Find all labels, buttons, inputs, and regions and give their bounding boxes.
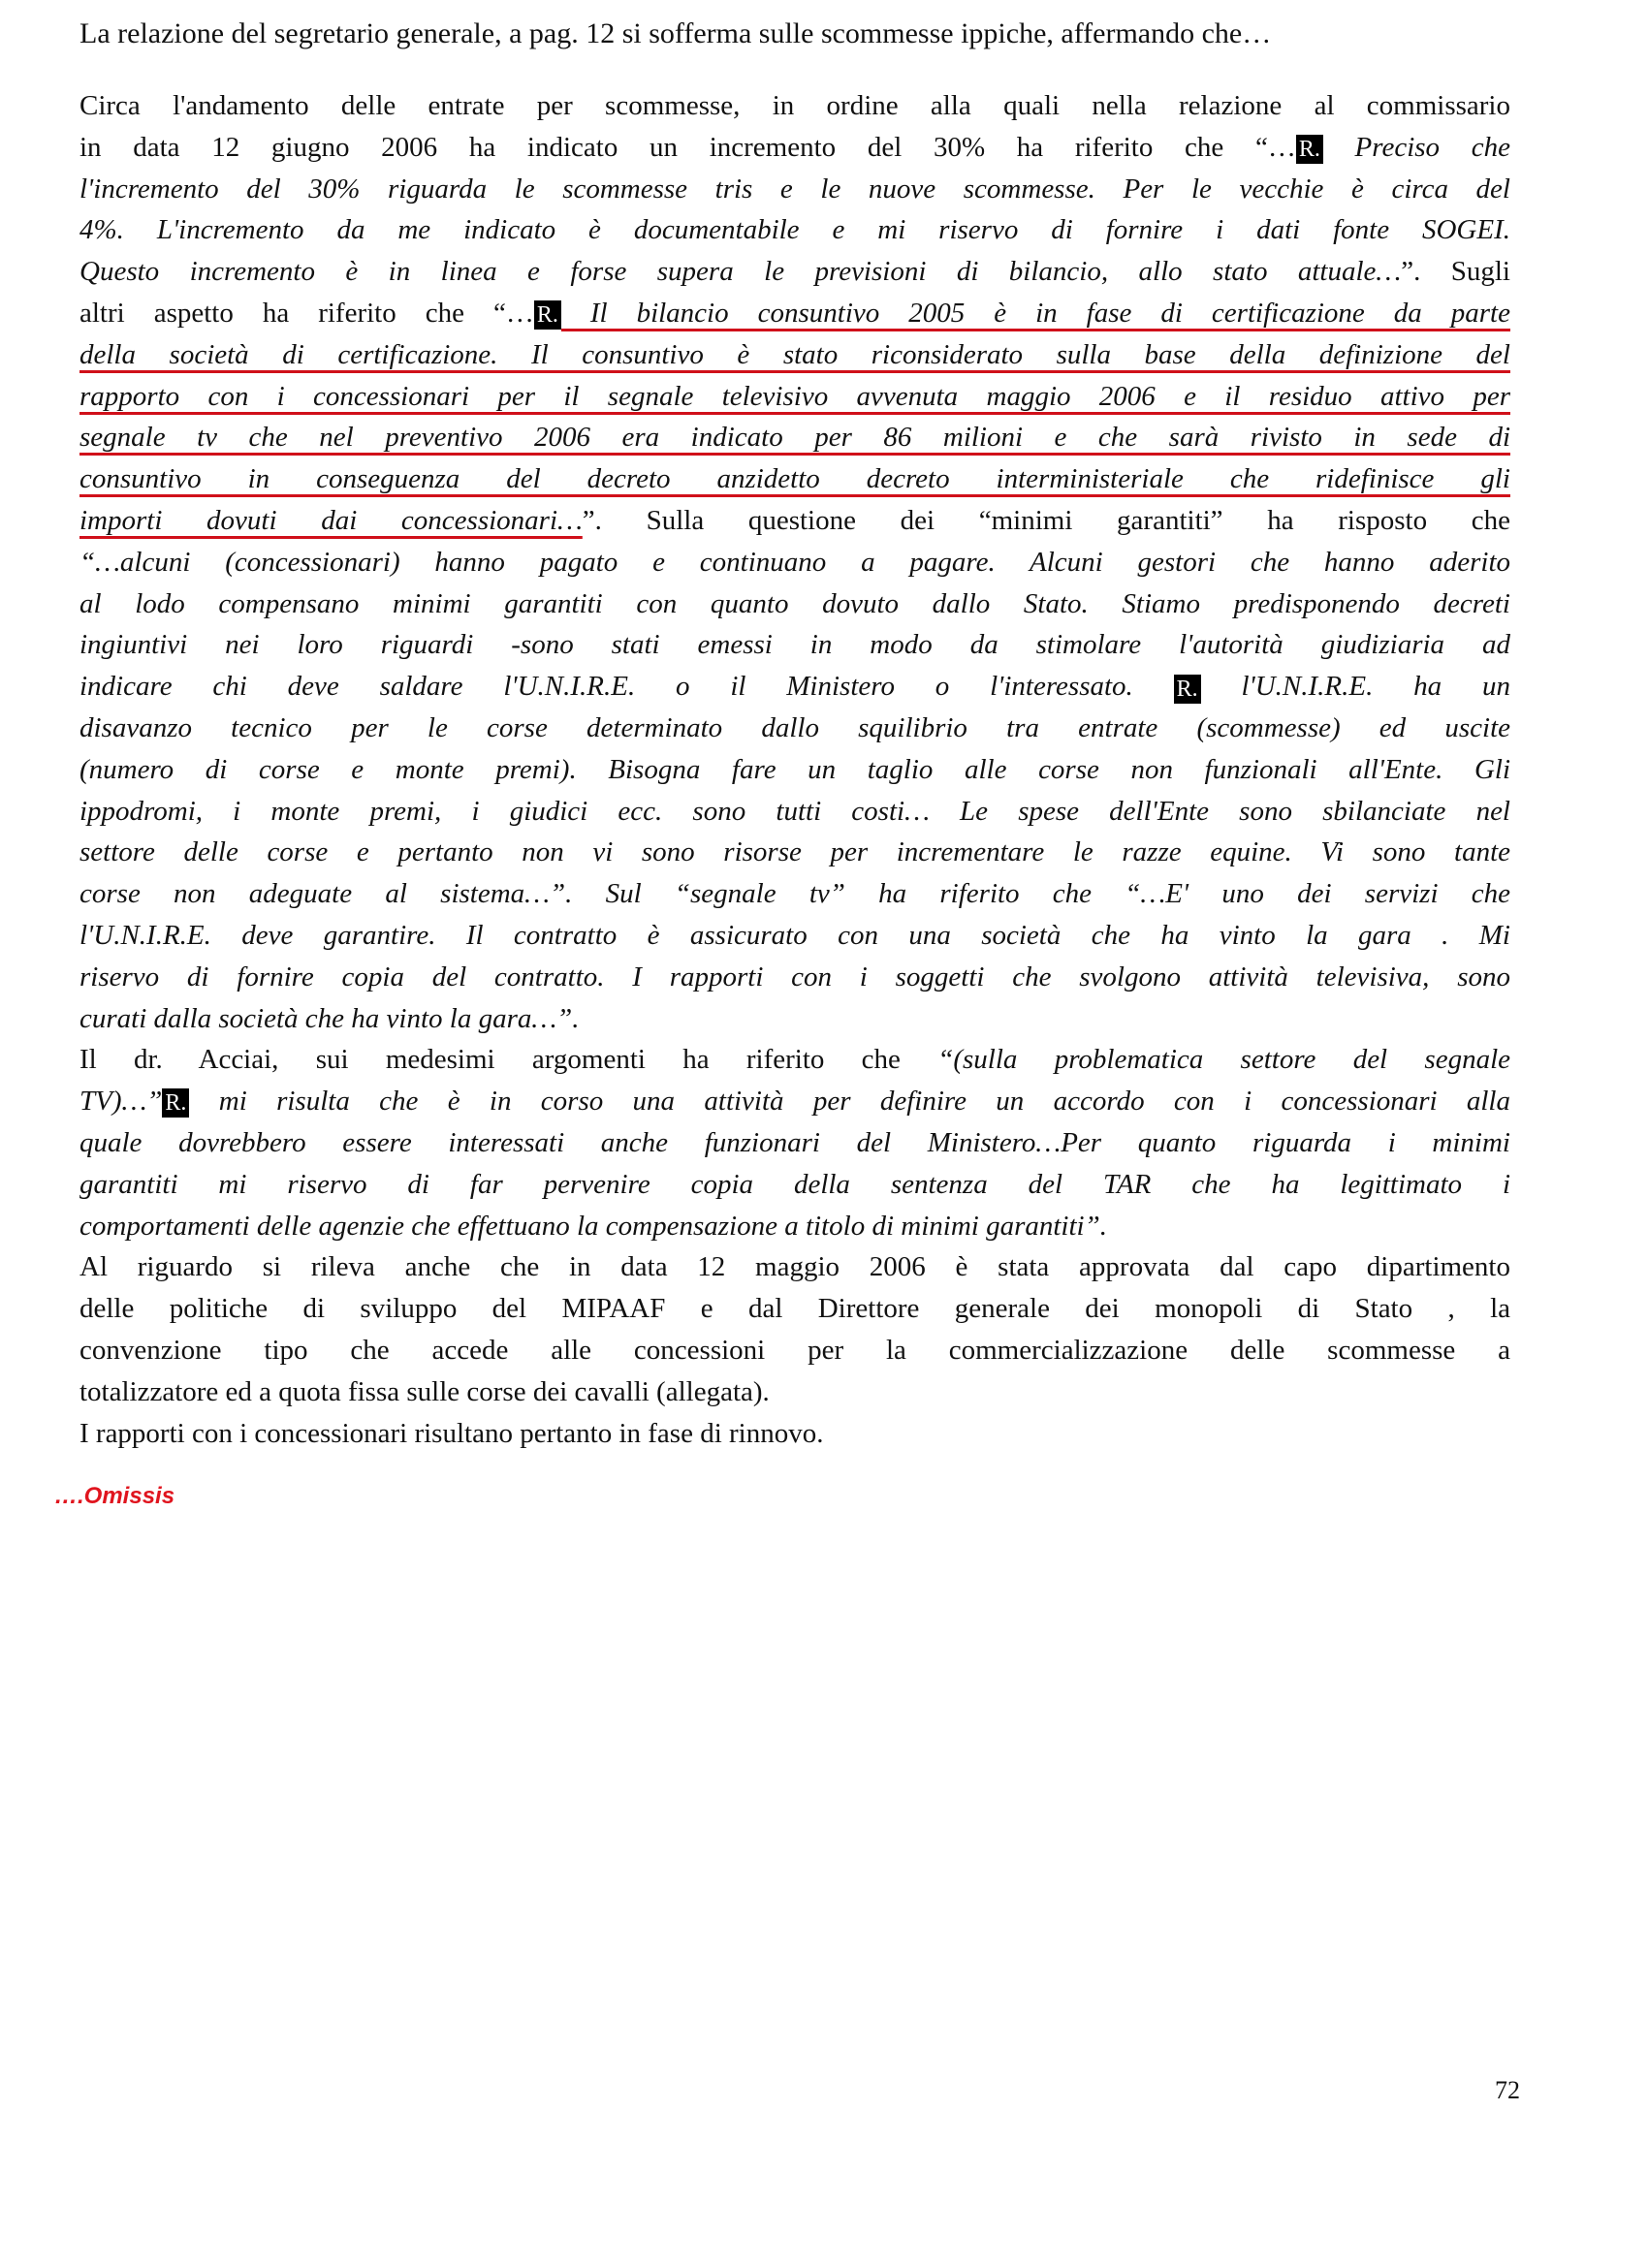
quoted-text: l'U.N.I.R.E. ha un xyxy=(1200,671,1510,703)
text-line xyxy=(79,957,1510,998)
quoted-text: mi risulta che è in corso una attività per definire un accordo con i concessionari alla xyxy=(189,1086,1510,1118)
quoted-text: riservo di fornire copia del contratto. I rapporti con i soggetti che svolgono attività televisiva, sono xyxy=(79,961,1510,992)
text-line xyxy=(79,791,1510,833)
text-line xyxy=(79,85,1510,127)
text-line xyxy=(79,666,1510,708)
underlined-quote: della società di certificazione. Il consuntivo è stato riconsiderato sulla base della definizione del xyxy=(79,338,1510,370)
underlined-quote: importi dovuti dai concessionari… xyxy=(79,504,583,536)
text-line xyxy=(79,1081,1510,1122)
omissis-note: ….Omissis xyxy=(54,1483,175,1509)
text-line xyxy=(79,708,1510,749)
underlined-quote: rapporto con i concessionari per il segnale televisivo avvenuta maggio 2006 e il residuo attivo per xyxy=(79,380,1510,412)
body-text: Circa l'andamento delle entrate per scommesse, in ordine alla quali nella relazione al commissario xyxy=(79,90,1510,121)
quoted-text: “…alcuni (concessionari) hanno pagato e continuano a pagare. Alcuni gestori che hanno aderito xyxy=(79,546,1510,578)
quoted-text: Questo incremento è in linea e forse supera le previsioni di bilancio, allo stato attuale… xyxy=(79,256,1402,288)
text-line xyxy=(79,873,1510,915)
body-text: altri aspetto ha riferito che “… xyxy=(79,297,534,329)
quoted-text: curati dalla società che ha vinto la gara…”. xyxy=(79,1002,580,1034)
text-line xyxy=(79,915,1510,957)
text-line xyxy=(79,832,1510,873)
redaction-mark: R. xyxy=(1174,675,1201,704)
text-line xyxy=(79,376,1510,418)
redaction-mark: R. xyxy=(162,1088,189,1118)
quoted-text: Preciso che xyxy=(1322,131,1510,163)
text-line xyxy=(79,458,1510,500)
quoted-text: ippodromi, i monte premi, i giudici ecc. sono tutti costi… Le spese dell'Ente sono sbilanciate nel xyxy=(79,795,1510,827)
intro-heading: La relazione del segretario generale, a pag. 12 si sofferma sulle scommesse ippiche, affermando che… xyxy=(79,17,1272,49)
text-line xyxy=(79,1122,1510,1164)
text-line xyxy=(79,500,1510,542)
body-text: convenzione tipo che accede alle concessioni per la commercializzazione delle scommesse a xyxy=(79,1334,1510,1366)
quoted-text: garantiti mi riservo di far pervenire copia della sentenza del TAR che ha legittimato i xyxy=(79,1168,1510,1200)
body-text: delle politiche di sviluppo del MIPAAF e dal Direttore generale dei monopoli di Stato , la xyxy=(79,1293,1510,1325)
text-line xyxy=(79,998,1510,1040)
body-text: ”. Sulla questione dei “minimi garantiti” ha risposto che xyxy=(582,504,1510,536)
quoted-text: l'incremento del 30% riguarda le scommesse tris e le nuove scommesse. Per le vecchie è circa del xyxy=(79,173,1510,205)
quoted-text: TV)…” xyxy=(79,1086,163,1118)
text-line xyxy=(79,1413,1510,1455)
quoted-text: settore delle corse e pertanto non vi sono risorse per incrementare le razze equine. Vi sono tante xyxy=(79,836,1510,868)
quoted-text: corse non adeguate al sistema…”. Sul “segnale tv” ha riferito che “…E' uno dei servizi che xyxy=(79,878,1510,910)
text-line xyxy=(79,209,1510,251)
body-text: ”. Sugli xyxy=(1401,256,1510,288)
quoted-text: indicare chi deve saldare l'U.N.I.R.E. o il Ministero o l'interessato. xyxy=(79,671,1174,703)
text-line xyxy=(79,251,1510,293)
text-line xyxy=(79,1288,1510,1330)
quoted-text: disavanzo tecnico per le corse determinato dallo squilibrio tra entrate (scommesse) ed uscite xyxy=(79,711,1510,743)
quoted-text: l'U.N.I.R.E. deve garantire. Il contratto è assicurato con una società che ha vinto la gara . Mi xyxy=(79,919,1510,951)
body-text: Al riguardo si rileva anche che in data 12 maggio 2006 è stata approvata dal capo dipartimento xyxy=(79,1251,1510,1283)
text-line xyxy=(79,127,1510,169)
text-line xyxy=(79,1164,1510,1206)
text-line xyxy=(79,1246,1510,1288)
body-text: I rapporti con i concessionari risultano pertanto in fase di rinnovo. xyxy=(79,1417,824,1449)
underlined-quote: Il bilancio consuntivo 2005 è in fase di certificazione da parte xyxy=(560,297,1510,329)
text-line xyxy=(79,1039,1510,1081)
text-line xyxy=(79,417,1510,458)
text-line xyxy=(79,334,1510,376)
underlined-quote: consuntivo in conseguenza del decreto anzidetto decreto interministeriale che ridefinisce gli xyxy=(79,463,1510,495)
quoted-text: ingiuntivi nei loro riguardi -sono stati emessi in modo da stimolare l'autorità giudiziaria ad xyxy=(79,629,1510,661)
quoted-text: (numero di corse e monte premi). Bisogna fare un taglio alle corse non funzionali all'Ente. Gli xyxy=(79,753,1510,785)
body-text: Il dr. Acciai, sui medesimi argomenti ha riferito che xyxy=(79,1044,938,1076)
text-line xyxy=(79,293,1510,334)
quoted-text: al lodo compensano minimi garantiti con quanto dovuto dallo Stato. Stiamo predisponendo decreti xyxy=(79,587,1510,619)
text-line xyxy=(79,1330,1510,1371)
underlined-quote: segnale tv che nel preventivo 2006 era indicato per 86 milioni e che sarà rivisto in sede di xyxy=(79,422,1510,454)
text-line xyxy=(79,542,1510,583)
quoted-text: “(sulla problematica settore del segnale xyxy=(937,1044,1510,1076)
quoted-text: comportamenti delle agenzie che effettuano la compensazione a titolo di minimi garantiti”. xyxy=(79,1210,1107,1242)
quoted-text: quale dovrebbero essere interessati anche funzionari del Ministero…Per quanto riguarda i minimi xyxy=(79,1126,1510,1158)
page-number: 72 xyxy=(1495,2076,1520,2104)
body-text: in data 12 giugno 2006 ha indicato un incremento del 30% ha riferito che “… xyxy=(79,131,1296,163)
body-text: totalizzatore ed a quota fissa sulle corse dei cavalli (allegata). xyxy=(79,1375,770,1407)
document-body xyxy=(79,85,1510,1454)
text-line xyxy=(79,1206,1510,1247)
text-line xyxy=(79,624,1510,666)
quoted-text: 4%. L'incremento da me indicato è documentabile e mi riservo di fornire i dati fonte SOGEI. xyxy=(79,214,1510,246)
text-line xyxy=(79,583,1510,625)
text-line xyxy=(79,1371,1510,1413)
text-line xyxy=(79,169,1510,210)
text-line xyxy=(79,749,1510,791)
redaction-mark: R. xyxy=(1296,135,1323,164)
redaction-mark: R. xyxy=(534,300,561,330)
